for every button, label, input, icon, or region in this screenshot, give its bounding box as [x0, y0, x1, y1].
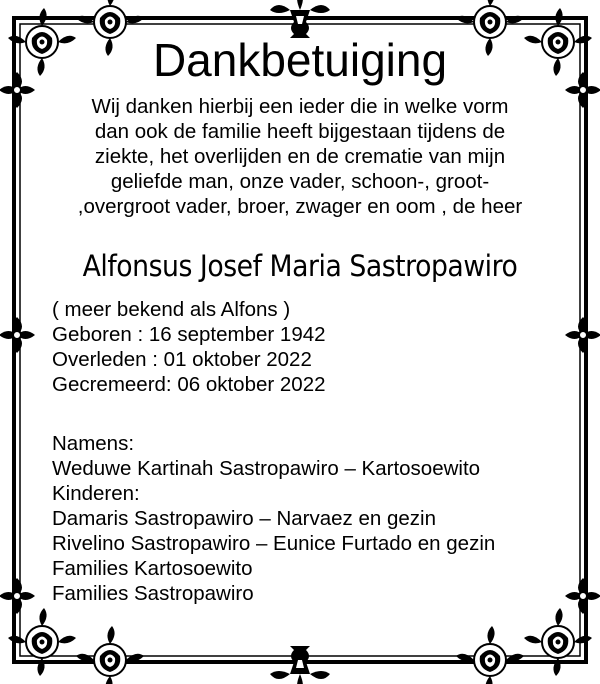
intro-line: geliefde man, onze vader, schoon-, groot- [110, 170, 490, 193]
cremation-date-line: Gecremeerd: 06 oktober 2022 [52, 373, 326, 396]
namens-heading: Namens: [52, 432, 135, 455]
on-behalf-block [52, 431, 495, 606]
intro-line: Wij danken hierbij een ieder die in welke vorm [91, 95, 509, 118]
intro-text [40, 94, 560, 219]
intro-line: ,overgroot vader, broer, zwager en oom , de heer [77, 195, 523, 218]
widow-line: Weduwe Kartinah Sastropawiro – Kartosoewito [52, 457, 481, 480]
birth-date-line: Geboren : 16 september 1942 [52, 323, 326, 346]
family-line: Families Kartosoewito [52, 557, 253, 580]
family-line: Families Sastropawiro [52, 582, 254, 605]
nickname-line: ( meer bekend als Alfons ) [52, 298, 291, 321]
child-line: Damaris Sastropawiro – Narvaez en gezin [52, 507, 436, 530]
details-block [52, 297, 326, 397]
child-line: Rivelino Sastropawiro – Eunice Furtado en gezin [52, 532, 496, 555]
death-date-line: Overleden : 01 oktober 2022 [52, 348, 312, 371]
children-heading: Kinderen: [52, 482, 140, 505]
page-title: Dankbetuiging [152, 34, 448, 86]
intro-line: dan ook de familie heeft bijgestaan tijdens de [94, 120, 506, 143]
intro-line: ziekte, het overlijden en de crematie van mijn [94, 145, 506, 168]
deceased-name: Alfonsus Josef Maria Sastropawiro [82, 249, 518, 283]
